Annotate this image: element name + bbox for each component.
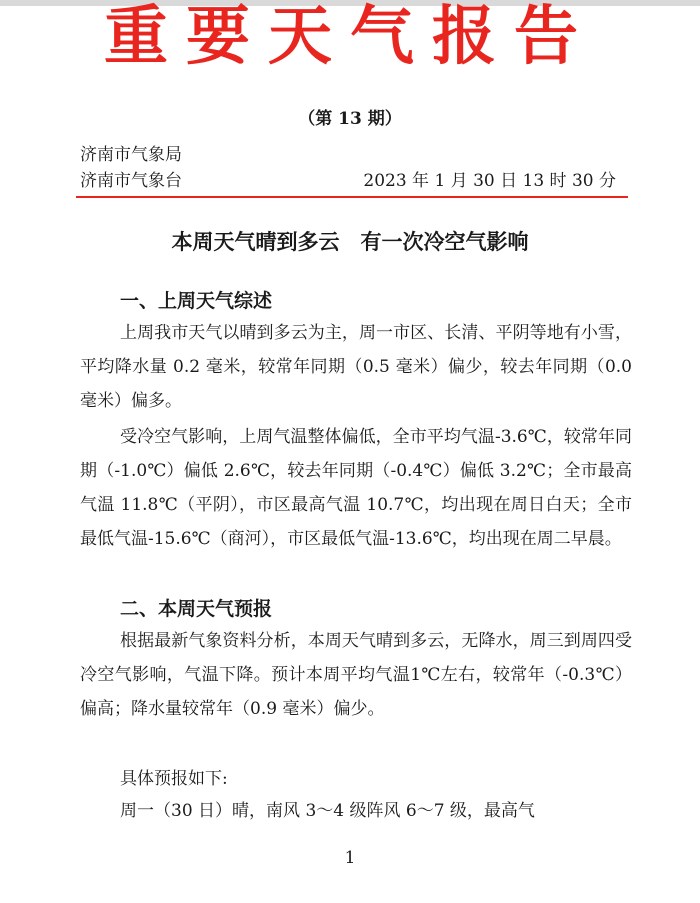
report-headline: 本周天气晴到多云 有一次冷空气影响 (171, 229, 529, 254)
paragraph-precipitation: 上周我市天气以晴到多云为主，周一市区、长清、平阴等地有小雪，平均降水量 0.2 毫米，较常年同期（0.5 毫米）偏少，较去年同期（0.0 毫米）偏多。 (80, 323, 632, 411)
paragraph-forecast-intro: 具体预报如下: (120, 769, 228, 789)
issuer-observatory: 济南市气象台 (80, 171, 182, 191)
section-heading-last-week: 一、上周天气综述 (120, 290, 273, 312)
section-heading-this-week: 二、本周天气预报 (120, 598, 273, 620)
issue-number: （第 13 期） (298, 109, 402, 129)
report-title: 重要天气报告 (104, 0, 596, 74)
paragraph-temperature: 受冷空气影响，上周气温整体偏低，全市平均气温-3.6℃，较常年同期（-1.0℃）偏低 2.6℃，较去年同期（-0.4℃）偏低 3.2℃；全市最高气温 11.8℃（平阴），市区最高气温 10.7℃，均出现在周日白天；全市最低气温-15.6℃（商河），市区最低气温-13.6℃，均出现在周二早晨。 (80, 427, 632, 549)
header-red-rule (76, 196, 628, 198)
issuer-bureau: 济南市气象局 (80, 145, 182, 165)
paragraph-forecast-summary: 根据最新气象资料分析，本周天气晴到多云，无降水，周三到周四受冷空气影响，气温下降。预计本周平均气温1℃左右，较常年（-0.3℃）偏高；降水量较常年（0.9 毫米）偏少。 (80, 631, 632, 719)
page-number: 1 (344, 848, 356, 868)
issue-datetime: 2023 年 1 月 30 日 13 时 30 分 (363, 171, 616, 191)
paragraph-forecast-monday: 周一（30 日）晴，南风 3～4 级阵风 6～7 级，最高气 (120, 801, 535, 821)
